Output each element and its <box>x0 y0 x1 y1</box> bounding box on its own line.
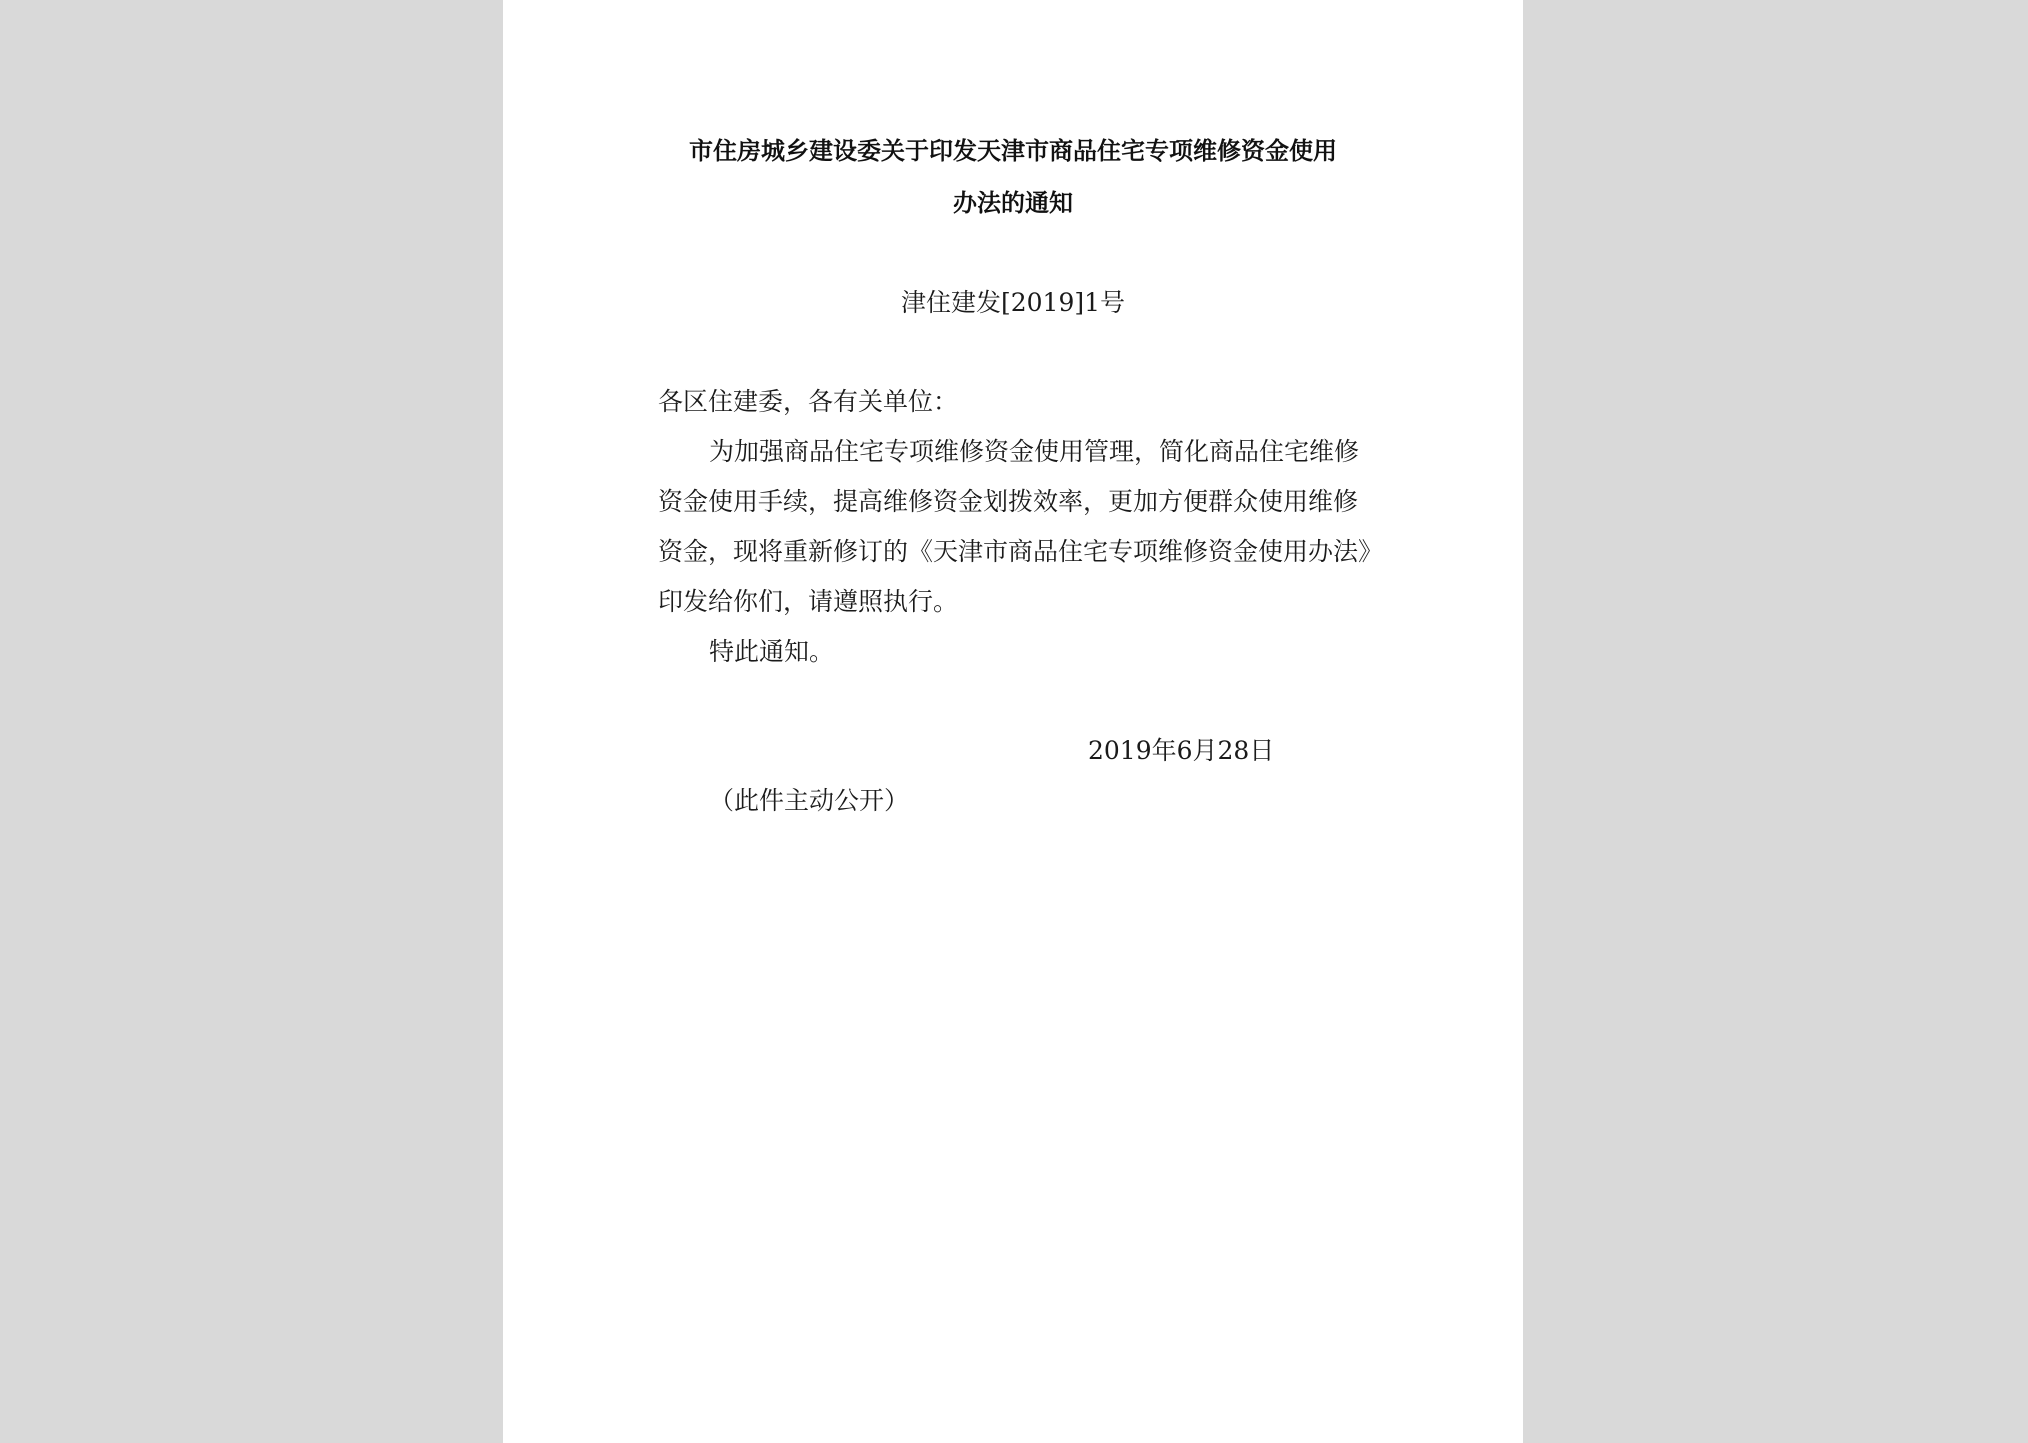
body-line-1: 为加强商品住宅专项维修资金使用管理，简化商品住宅维修 <box>709 437 1360 466</box>
document-date: 2019年6月28日 <box>1088 736 1275 765</box>
document-title-line-1: 市住房城乡建设委关于印发天津市商品住宅专项维修资金使用 <box>689 137 1337 165</box>
salutation: 各区住建委，各有关单位： <box>658 387 959 416</box>
body-line-4: 印发给你们，请遵照执行。 <box>658 587 959 616</box>
body-line-2: 资金使用手续，提高维修资金划拨效率，更加方便群众使用维修 <box>658 487 1359 516</box>
body-line-3: 资金，现将重新修订的《天津市商品住宅专项维修资金使用办法》 <box>658 537 1384 566</box>
closing-line: 特此通知。 <box>709 637 835 666</box>
disclosure-note: （此件主动公开） <box>709 786 910 815</box>
document-title-line-2: 办法的通知 <box>953 189 1073 217</box>
document-number: 津住建发[2019]1号 <box>900 288 1126 317</box>
document-page <box>503 0 1523 1443</box>
